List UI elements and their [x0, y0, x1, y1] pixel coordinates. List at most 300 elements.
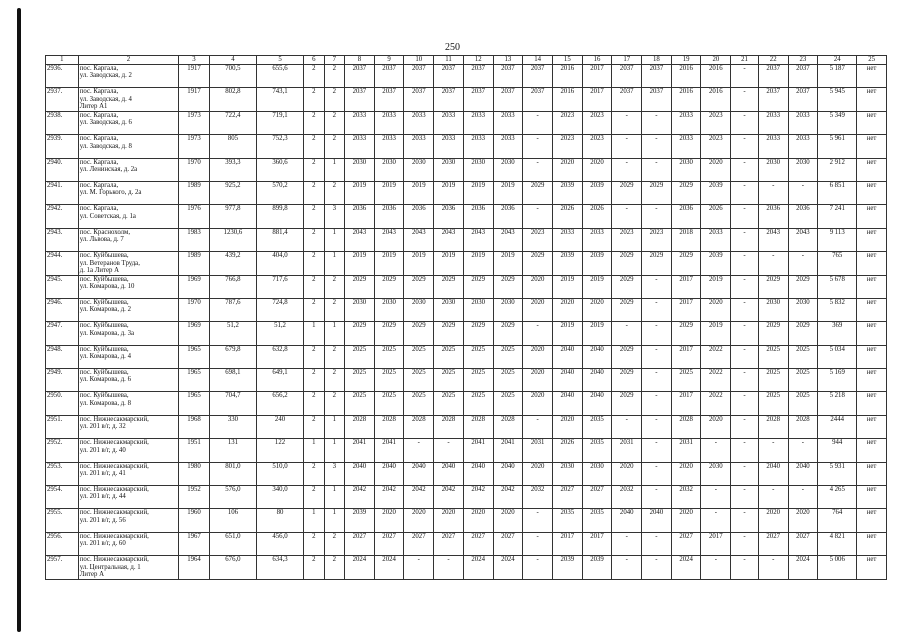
- value-cell: -: [434, 556, 464, 579]
- address-line: ул. Комарова, д. 4: [79, 353, 131, 361]
- value-cell: 7 241: [818, 205, 857, 228]
- value-cell: -: [731, 345, 759, 368]
- value-cell: 2: [304, 111, 324, 134]
- value-cell: 2019: [404, 181, 434, 204]
- value-cell: 2025: [758, 345, 788, 368]
- value-cell: 2023: [642, 228, 672, 251]
- value-cell: -: [731, 181, 759, 204]
- value-cell: 2030: [493, 158, 523, 181]
- table-row: [46, 322, 887, 345]
- value-cell: 2019: [434, 181, 464, 204]
- column-number: 4: [209, 56, 256, 65]
- value-cell: -: [758, 181, 788, 204]
- address-line: Литер А1: [79, 103, 108, 111]
- value-cell: 1960: [179, 509, 210, 532]
- table-row: [46, 392, 887, 415]
- value-cell: 649,1: [256, 369, 303, 392]
- address-line: пос. Нижнесакмарский,: [79, 439, 149, 447]
- value-cell: 2029: [758, 322, 788, 345]
- value-cell: 1230,6: [209, 228, 256, 251]
- value-cell: -: [731, 415, 759, 438]
- value-cell: 2033: [671, 135, 701, 158]
- value-cell: 2030: [374, 298, 404, 321]
- address-line: ул. Ветеранов Труда,: [79, 259, 140, 267]
- value-cell: -: [612, 532, 642, 555]
- value-cell: 2023: [701, 111, 731, 134]
- row-number: 2948.: [46, 345, 79, 368]
- value-cell: 5 349: [818, 111, 857, 134]
- value-cell: 2040: [552, 392, 582, 415]
- value-cell: 2028: [788, 415, 818, 438]
- value-cell: -: [758, 486, 788, 509]
- value-cell: 5 931: [818, 462, 857, 485]
- value-cell: 2: [304, 345, 324, 368]
- row-number: 2938.: [46, 111, 79, 134]
- value-cell: -: [731, 509, 759, 532]
- value-cell: 2029: [345, 322, 375, 345]
- value-cell: 2033: [434, 135, 464, 158]
- value-cell: 2025: [758, 392, 788, 415]
- value-cell: 805: [209, 135, 256, 158]
- column-number: 6: [304, 56, 324, 65]
- value-cell: 2025: [788, 345, 818, 368]
- value-cell: 2035: [582, 509, 612, 532]
- value-cell: 2037: [493, 88, 523, 111]
- value-cell: 2031: [671, 439, 701, 462]
- value-cell: 2028: [758, 415, 788, 438]
- value-cell: 2030: [434, 298, 464, 321]
- value-cell: 2039: [701, 252, 731, 275]
- value-cell: 2029: [788, 275, 818, 298]
- value-cell: 1: [324, 228, 344, 251]
- value-cell: 2042: [345, 486, 375, 509]
- value-cell: 2037: [788, 88, 818, 111]
- value-cell: 1989: [179, 252, 210, 275]
- value-cell: 2025: [493, 369, 523, 392]
- value-cell: 2027: [582, 486, 612, 509]
- row-number: 2943.: [46, 228, 79, 251]
- value-cell: нет: [857, 322, 887, 345]
- value-cell: -: [523, 322, 553, 345]
- value-cell: 2030: [701, 462, 731, 485]
- value-cell: 2027: [493, 532, 523, 555]
- value-cell: 698,1: [209, 369, 256, 392]
- column-number: 12: [463, 56, 493, 65]
- column-number: 13: [493, 56, 523, 65]
- value-cell: 2016: [671, 88, 701, 111]
- value-cell: 2033: [434, 111, 464, 134]
- column-number: 10: [404, 56, 434, 65]
- address-line: ул. 201 в/г, д. 32: [79, 423, 126, 431]
- value-cell: 9 113: [818, 228, 857, 251]
- address-line: пос. Куйбышева,: [79, 298, 129, 306]
- value-cell: 717,6: [256, 275, 303, 298]
- row-number: 2945.: [46, 275, 79, 298]
- value-cell: нет: [857, 298, 887, 321]
- value-cell: 2037: [404, 88, 434, 111]
- value-cell: 2029: [493, 275, 523, 298]
- value-cell: 4 821: [818, 532, 857, 555]
- address-line: пос. Куйбышева,: [79, 252, 129, 260]
- address-cell: [78, 135, 178, 158]
- value-cell: -: [701, 486, 731, 509]
- value-cell: 2019: [404, 252, 434, 275]
- value-cell: 2029: [374, 275, 404, 298]
- value-cell: 1980: [179, 462, 210, 485]
- value-cell: нет: [857, 439, 887, 462]
- value-cell: 2: [324, 298, 344, 321]
- value-cell: нет: [857, 135, 887, 158]
- address-cell: [78, 532, 178, 555]
- value-cell: 5 945: [818, 88, 857, 111]
- value-cell: -: [612, 135, 642, 158]
- value-cell: 2033: [493, 111, 523, 134]
- table-row: [46, 369, 887, 392]
- address-line: пос. Каргала,: [79, 111, 119, 119]
- value-cell: 2019: [493, 252, 523, 275]
- value-cell: 752,3: [256, 135, 303, 158]
- value-cell: 1973: [179, 135, 210, 158]
- value-cell: 2025: [463, 345, 493, 368]
- value-cell: 2: [304, 252, 324, 275]
- value-cell: 719,1: [256, 111, 303, 134]
- value-cell: 2: [304, 415, 324, 438]
- value-cell: 2030: [463, 298, 493, 321]
- value-cell: 2040: [582, 369, 612, 392]
- column-number: 22: [758, 56, 788, 65]
- value-cell: -: [758, 252, 788, 275]
- address-cell: [78, 322, 178, 345]
- address-cell: [78, 392, 178, 415]
- value-cell: 2030: [345, 298, 375, 321]
- address-line: пос. Каргала,: [79, 181, 119, 189]
- value-cell: 2027: [404, 532, 434, 555]
- address-line: пос. Нижнесакмарский,: [79, 462, 149, 470]
- value-cell: -: [731, 392, 759, 415]
- value-cell: -: [758, 439, 788, 462]
- value-cell: 2: [304, 158, 324, 181]
- row-number: 2951.: [46, 415, 79, 438]
- value-cell: 2037: [463, 65, 493, 88]
- value-cell: 2020: [582, 298, 612, 321]
- value-cell: 2025: [434, 369, 464, 392]
- value-cell: 2036: [434, 205, 464, 228]
- address-line: пос. Нижнесакмарский,: [79, 532, 149, 540]
- value-cell: 2: [324, 532, 344, 555]
- value-cell: 2029: [612, 252, 642, 275]
- value-cell: 2020: [374, 509, 404, 532]
- value-cell: 2039: [582, 181, 612, 204]
- value-cell: 2027: [463, 532, 493, 555]
- value-cell: 2029: [642, 252, 672, 275]
- value-cell: 2030: [493, 298, 523, 321]
- column-number: 15: [552, 56, 582, 65]
- value-cell: 2029: [493, 322, 523, 345]
- value-cell: 1: [324, 486, 344, 509]
- value-cell: 1967: [179, 532, 210, 555]
- value-cell: 6 851: [818, 181, 857, 204]
- value-cell: 2029: [463, 275, 493, 298]
- value-cell: 2019: [374, 252, 404, 275]
- value-cell: 2019: [552, 275, 582, 298]
- value-cell: 3: [324, 462, 344, 485]
- value-cell: 2029: [434, 275, 464, 298]
- value-cell: 651,0: [209, 532, 256, 555]
- value-cell: 1951: [179, 439, 210, 462]
- value-cell: 2042: [463, 486, 493, 509]
- value-cell: 2025: [345, 369, 375, 392]
- value-cell: 2022: [701, 369, 731, 392]
- value-cell: 2037: [463, 88, 493, 111]
- value-cell: нет: [857, 392, 887, 415]
- value-cell: 2037: [758, 65, 788, 88]
- address-cell: [78, 275, 178, 298]
- value-cell: 3: [324, 205, 344, 228]
- value-cell: 2030: [552, 462, 582, 485]
- value-cell: 2025: [434, 392, 464, 415]
- value-cell: 2037: [758, 88, 788, 111]
- value-cell: 2037: [642, 65, 672, 88]
- row-number: 2956.: [46, 532, 79, 555]
- address-cell: [78, 228, 178, 251]
- value-cell: 2043: [374, 228, 404, 251]
- value-cell: 2025: [788, 369, 818, 392]
- value-cell: 2029: [671, 181, 701, 204]
- value-cell: 2033: [758, 111, 788, 134]
- value-cell: 2037: [493, 65, 523, 88]
- value-cell: 2037: [404, 65, 434, 88]
- address-line: пос. Каргала,: [79, 135, 119, 143]
- column-number: 11: [434, 56, 464, 65]
- address-line: ул. 201 в/г, д. 60: [79, 540, 126, 548]
- value-cell: 2: [324, 135, 344, 158]
- row-number: 2952.: [46, 439, 79, 462]
- value-cell: -: [642, 415, 672, 438]
- value-cell: -: [731, 298, 759, 321]
- value-cell: 2037: [612, 65, 642, 88]
- value-cell: 80: [256, 509, 303, 532]
- value-cell: 2030: [374, 158, 404, 181]
- value-cell: 899,8: [256, 205, 303, 228]
- table-row: [46, 298, 887, 321]
- value-cell: нет: [857, 65, 887, 88]
- value-cell: 5 187: [818, 65, 857, 88]
- address-line: ул. Комарова, д. 2: [79, 306, 131, 314]
- value-cell: 2: [304, 275, 324, 298]
- value-cell: -: [642, 111, 672, 134]
- value-cell: 1: [304, 322, 324, 345]
- value-cell: 2023: [552, 135, 582, 158]
- value-cell: 2043: [404, 228, 434, 251]
- row-number: 2950.: [46, 392, 79, 415]
- row-number: 2944.: [46, 252, 79, 275]
- address-line: пос. Краснохолм,: [79, 228, 131, 236]
- value-cell: 2039: [701, 181, 731, 204]
- value-cell: 2037: [612, 88, 642, 111]
- column-number: 20: [701, 56, 731, 65]
- row-number: 2937.: [46, 88, 79, 111]
- value-cell: 340,0: [256, 486, 303, 509]
- address-line: пос. Куйбышева,: [79, 369, 129, 377]
- table-row: [46, 205, 887, 228]
- value-cell: 2027: [758, 532, 788, 555]
- value-cell: 2019: [701, 322, 731, 345]
- value-cell: 2025: [758, 369, 788, 392]
- value-cell: 2016: [552, 88, 582, 111]
- value-cell: 2020: [523, 462, 553, 485]
- value-cell: 2019: [701, 275, 731, 298]
- value-cell: 2020: [523, 275, 553, 298]
- row-number: 2954.: [46, 486, 79, 509]
- value-cell: 2033: [788, 135, 818, 158]
- value-cell: 2030: [404, 298, 434, 321]
- value-cell: -: [642, 345, 672, 368]
- value-cell: 439,2: [209, 252, 256, 275]
- value-cell: 765: [818, 252, 857, 275]
- value-cell: 2024: [463, 556, 493, 579]
- value-cell: 404,0: [256, 252, 303, 275]
- value-cell: 1: [324, 415, 344, 438]
- value-cell: 2: [304, 228, 324, 251]
- value-cell: 51,2: [256, 322, 303, 345]
- address-line: ул. Заводская, д. 2: [79, 72, 132, 80]
- value-cell: 2: [324, 65, 344, 88]
- value-cell: 1973: [179, 111, 210, 134]
- value-cell: -: [731, 369, 759, 392]
- value-cell: 2033: [463, 111, 493, 134]
- value-cell: 2036: [671, 205, 701, 228]
- value-cell: 2032: [612, 486, 642, 509]
- address-cell: [78, 462, 178, 485]
- address-line: пос. Нижнесакмарский,: [79, 509, 149, 517]
- value-cell: 2: [304, 205, 324, 228]
- value-cell: 2: [324, 111, 344, 134]
- value-cell: -: [523, 415, 553, 438]
- row-number: 2955.: [46, 509, 79, 532]
- value-cell: 2041: [374, 439, 404, 462]
- value-cell: 1970: [179, 158, 210, 181]
- row-number: 2942.: [46, 205, 79, 228]
- value-cell: 2444: [818, 415, 857, 438]
- value-cell: 1989: [179, 181, 210, 204]
- value-cell: -: [731, 275, 759, 298]
- value-cell: нет: [857, 205, 887, 228]
- value-cell: -: [642, 392, 672, 415]
- value-cell: 2029: [404, 275, 434, 298]
- table-row: [46, 415, 887, 438]
- value-cell: 977,8: [209, 205, 256, 228]
- value-cell: 2030: [404, 158, 434, 181]
- value-cell: 2017: [671, 298, 701, 321]
- value-cell: 2025: [404, 345, 434, 368]
- address-line: ул. Ленинская, д. 2а: [79, 165, 138, 173]
- value-cell: 2 912: [818, 158, 857, 181]
- value-cell: 2040: [404, 462, 434, 485]
- table-row: [46, 486, 887, 509]
- value-cell: 2020: [671, 462, 701, 485]
- value-cell: 2020: [788, 509, 818, 532]
- value-cell: -: [731, 556, 759, 579]
- value-cell: -: [758, 556, 788, 579]
- value-cell: 2040: [552, 345, 582, 368]
- value-cell: 2027: [671, 532, 701, 555]
- address-line: пос. Каргала,: [79, 88, 119, 96]
- row-number: 2941.: [46, 181, 79, 204]
- column-number: 1: [46, 56, 79, 65]
- value-cell: нет: [857, 275, 887, 298]
- value-cell: 2033: [758, 135, 788, 158]
- column-number: 21: [731, 56, 759, 65]
- value-cell: 2040: [788, 462, 818, 485]
- value-cell: 802,8: [209, 88, 256, 111]
- value-cell: 655,6: [256, 65, 303, 88]
- row-number: 2957.: [46, 556, 79, 579]
- address-cell: [78, 205, 178, 228]
- value-cell: 2040: [434, 462, 464, 485]
- value-cell: -: [731, 252, 759, 275]
- value-cell: 456,0: [256, 532, 303, 555]
- value-cell: 2037: [788, 65, 818, 88]
- value-cell: 2043: [493, 228, 523, 251]
- value-cell: 2019: [463, 252, 493, 275]
- value-cell: 2023: [523, 228, 553, 251]
- column-number-row: [46, 56, 887, 65]
- column-number: 3: [179, 56, 210, 65]
- value-cell: 2: [304, 181, 324, 204]
- value-cell: 2028: [671, 415, 701, 438]
- value-cell: 2020: [552, 158, 582, 181]
- value-cell: -: [612, 415, 642, 438]
- value-cell: 2042: [434, 486, 464, 509]
- value-cell: 2: [304, 392, 324, 415]
- value-cell: 2: [324, 345, 344, 368]
- column-number: 5: [256, 56, 303, 65]
- address-line: пос. Нижнесакмарский,: [79, 556, 149, 564]
- value-cell: 131: [209, 439, 256, 462]
- value-cell: -: [701, 509, 731, 532]
- address-line: пос. Куйбышева,: [79, 345, 129, 353]
- value-cell: 2029: [612, 275, 642, 298]
- value-cell: 369: [818, 322, 857, 345]
- value-cell: 2041: [345, 439, 375, 462]
- value-cell: 2020: [612, 462, 642, 485]
- value-cell: 2040: [612, 509, 642, 532]
- value-cell: 2016: [671, 65, 701, 88]
- table-row: [46, 532, 887, 555]
- value-cell: 700,5: [209, 65, 256, 88]
- value-cell: 2025: [345, 345, 375, 368]
- row-number: 2936.: [46, 65, 79, 88]
- value-cell: 2027: [434, 532, 464, 555]
- value-cell: 51,2: [209, 322, 256, 345]
- address-cell: [78, 415, 178, 438]
- value-cell: 2019: [493, 181, 523, 204]
- value-cell: 2035: [582, 415, 612, 438]
- value-cell: 2020: [523, 369, 553, 392]
- value-cell: 676,0: [209, 556, 256, 579]
- value-cell: 2024: [493, 556, 523, 579]
- value-cell: 2018: [671, 228, 701, 251]
- value-cell: 2017: [701, 532, 731, 555]
- value-cell: 2029: [523, 252, 553, 275]
- value-cell: 2019: [434, 252, 464, 275]
- value-cell: 2033: [493, 135, 523, 158]
- value-cell: 2039: [552, 252, 582, 275]
- value-cell: 2036: [374, 205, 404, 228]
- value-cell: -: [404, 439, 434, 462]
- address-line: ул. Заводская, д. 8: [79, 142, 132, 150]
- value-cell: 1969: [179, 275, 210, 298]
